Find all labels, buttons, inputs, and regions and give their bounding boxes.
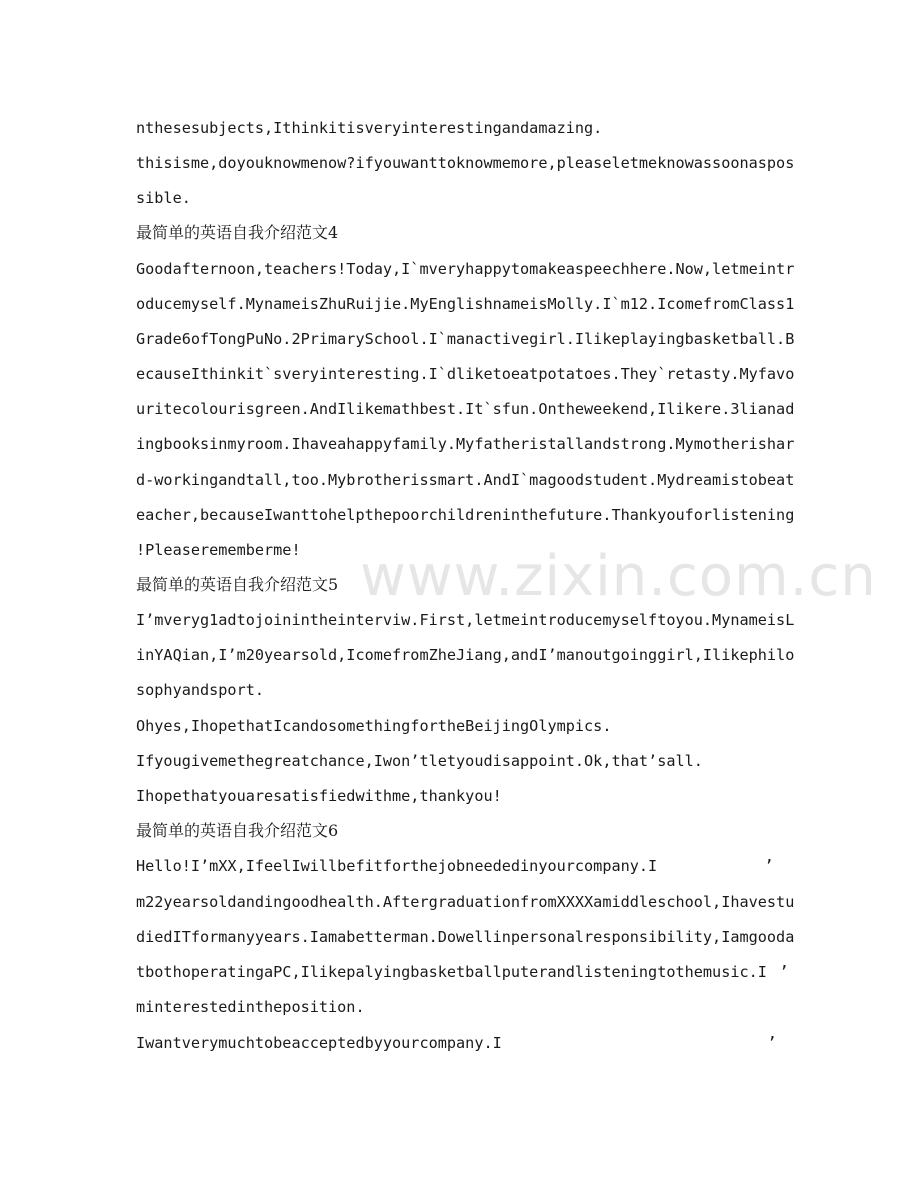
- body-line: m22yearsoldandingoodhealth.AftergraduationfromXXXXamiddleschool,Ihavestu: [136, 893, 795, 911]
- body-line: minterestedintheposition.: [136, 998, 365, 1016]
- watermark: www.zixin.com.cn: [360, 544, 877, 609]
- body-line: !Pleaserememberme!: [136, 541, 301, 559]
- body-line: uritecolourisgreen.AndIlikemathbest.It`sfun.Ontheweekend,Ilikere.3lianad: [136, 400, 795, 418]
- apostrophe-mark: ’: [779, 962, 789, 981]
- body-line: nthesesubjects,Ithinkitisveryinterestingandamazing.: [136, 119, 603, 137]
- body-line: d-workingandtall,too.Mybrotherissmart.AndI`magoodstudent.Mydreamistobeat: [136, 471, 795, 489]
- body-line: oducemyself.MynameisZhuRuijie.MyEnglishnameisMolly.I`m12.IcomefromClass1: [136, 295, 795, 313]
- body-line: eacher,becauseIwanttohelpthepoorchildreninthefuture.Thankyouforlistening: [136, 506, 795, 524]
- body-line: I’mveryg1adtojoinintheinterviw.First,letmeintroducemyselftoyou.MynameisL: [136, 611, 795, 629]
- body-line: Hello!I’mXX,IfeelIwillbefitforthejobneededinyourcompany.I: [136, 857, 658, 875]
- body-line: ingbooksinmyroom.Ihaveahappyfamily.Myfatheristallandstrong.Mymotherishar: [136, 435, 795, 453]
- body-line: diedITformanyyears.Iamabetterman.Dowellinpersonalresponsibility,Iamgooda: [136, 928, 795, 946]
- body-line: tbothoperatingaPC,Ilikepalyingbasketballputerandlisteningtothemusic.I: [136, 963, 767, 981]
- section-heading: 最简单的英语自我介绍范文5: [136, 575, 339, 594]
- body-line: Grade6ofTongPuNo.2PrimarySchool.I`manactivegirl.Ilikeplayingbasketball.B: [136, 330, 795, 348]
- body-line: Ihopethatyouaresatisfiedwithme,thankyou!: [136, 787, 502, 805]
- body-line: Iwantverymuchtobeacceptedbyyourcompany.I: [136, 1034, 502, 1052]
- apostrophe-mark: ’: [764, 856, 774, 875]
- body-line: sophyandsport.: [136, 681, 265, 699]
- body-line: Goodafternoon,teachers!Today,I`mveryhappytomakeaspeechhere.Now,letmeintr: [136, 260, 795, 278]
- body-line: sible.: [136, 189, 191, 207]
- body-line: ecauseIthinkit`sveryinteresting.I`dliketoeatpotatoes.They`retasty.Myfavo: [136, 365, 795, 383]
- body-line: thisisme,doyouknowmenow?ifyouwanttoknowmemore,pleaseletmeknowassoonaspos: [136, 154, 795, 172]
- apostrophe-mark: ’: [767, 1033, 777, 1052]
- section-heading: 最简单的英语自我介绍范文6: [136, 821, 339, 840]
- body-line: Ifyougivemethegreatchance,Iwon’tletyoudisappoint.Ok,that’sall.: [136, 752, 703, 770]
- body-line: Ohyes,IhopethatIcandosomethingfortheBeijingOlympics.: [136, 717, 612, 735]
- body-line: inYAQian,I’m20yearsold,IcomefromZheJiang,andI’manoutgoinggirl,Ilikephilo: [136, 646, 795, 664]
- section-heading: 最简单的英语自我介绍范文4: [136, 223, 339, 242]
